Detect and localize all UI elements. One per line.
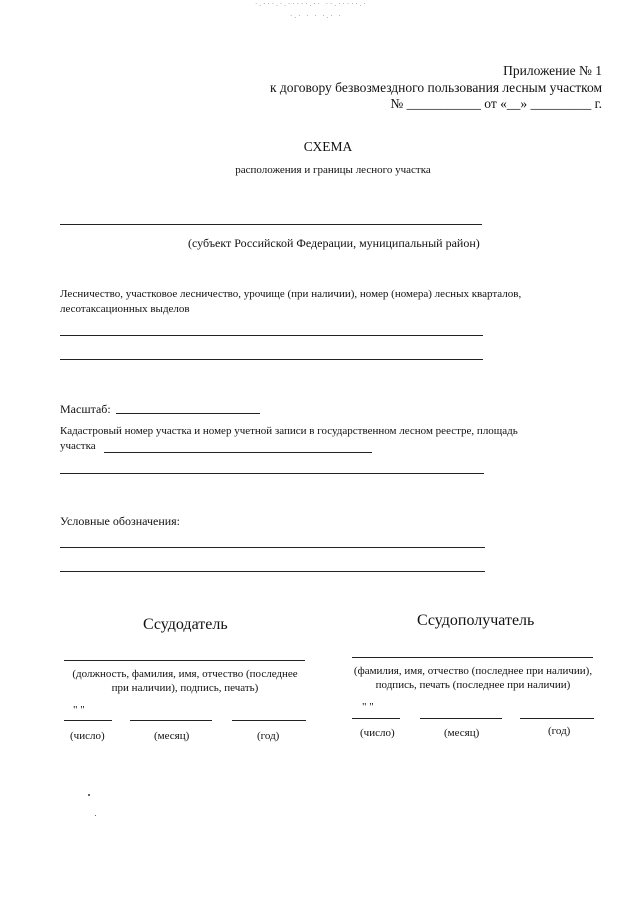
lender-signature-line — [64, 660, 305, 661]
lender-day-caption: (число) — [70, 730, 105, 742]
forestry-label-line1: Лесничество, участковое лесничество, урочище (при наличии), номер (номера) лесных кварталов, — [60, 288, 522, 300]
borrower-date-quotes: " " — [362, 701, 374, 713]
cadastral-field-line-2 — [60, 473, 484, 474]
scan-speck — [95, 815, 96, 816]
borrower-day-caption: (число) — [360, 727, 395, 739]
forestry-field-line-2 — [60, 359, 483, 360]
page-title: СХЕМА — [303, 139, 353, 154]
appendix-label: Приложение № 1 — [503, 63, 602, 78]
lender-date-quotes: " " — [73, 704, 85, 716]
scan-artifact: ·.· · · ·.· · — [290, 12, 343, 20]
legend-field-line-1 — [60, 547, 485, 548]
lender-year-caption: (год) — [257, 730, 280, 742]
scan-speck — [88, 794, 90, 796]
forestry-label-line2: лесотаксационных выделов — [60, 303, 190, 315]
scan-artifact: ·.···.·.·····.·· ··.·····.· — [255, 0, 368, 8]
lender-year-line — [232, 720, 306, 721]
legend-label: Условные обозначения: — [60, 514, 181, 528]
scale-field-line — [116, 413, 260, 414]
cadastral-field-line-1 — [104, 452, 372, 453]
contract-number-line: № ___________ от «__» _________ г. — [390, 96, 602, 111]
borrower-year-line — [520, 718, 594, 719]
borrower-day-line — [352, 718, 400, 719]
borrower-caption-line1: (фамилия, имя, отчество (последнее при наличии), — [353, 665, 593, 677]
lender-title: Ссудодатель — [143, 616, 228, 633]
borrower-title: Ссудополучатель — [417, 612, 535, 629]
lender-month-caption: (месяц) — [154, 730, 190, 742]
borrower-month-line — [420, 718, 502, 719]
cadastral-label-line1: Кадастровый номер участка и номер учетной записи в государственном лесном реестре, площадь — [60, 425, 518, 437]
region-field-line — [60, 224, 482, 225]
contract-label: к договору безвозмездного пользования лесным участком — [269, 80, 602, 95]
scale-label: Масштаб: — [60, 402, 111, 416]
lender-caption-line2: при наличии), подпись, печать) — [111, 682, 259, 694]
region-caption: (субъект Российской Федерации, муниципальный район) — [188, 236, 480, 250]
lender-caption-line1: (должность, фамилия, имя, отчество (последнее — [72, 668, 298, 680]
lender-month-line — [130, 720, 212, 721]
lender-day-line — [64, 720, 112, 721]
borrower-caption-line2: подпись, печать (последнее при наличии) — [375, 679, 571, 691]
forestry-field-line-1 — [60, 335, 483, 336]
legend-field-line-2 — [60, 571, 485, 572]
borrower-year-caption: (год) — [548, 725, 571, 737]
borrower-signature-line — [352, 657, 593, 658]
page-subtitle: расположения и границы лесного участка — [235, 164, 431, 176]
borrower-month-caption: (месяц) — [444, 727, 480, 739]
cadastral-label-line2: участка — [60, 440, 96, 452]
